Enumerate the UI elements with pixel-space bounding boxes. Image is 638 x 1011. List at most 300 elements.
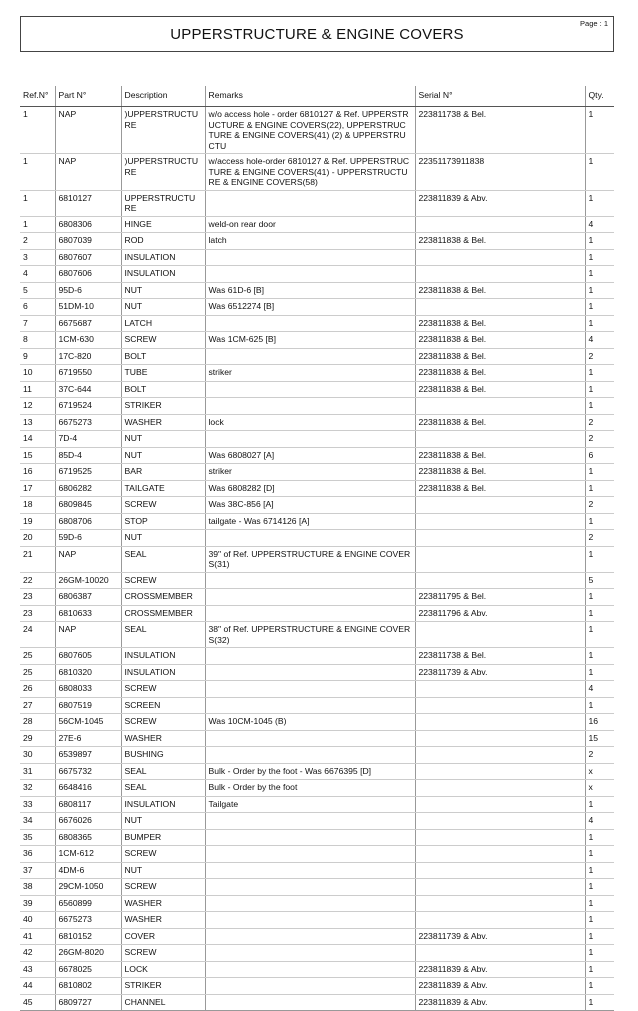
serial-cell: 223811738 & Bel. — [415, 107, 585, 154]
ref-cell: 23 — [20, 589, 55, 606]
qty-cell: 1 — [585, 978, 614, 995]
remarks-cell — [205, 978, 415, 995]
remarks-cell — [205, 928, 415, 945]
table-row — [20, 862, 614, 879]
ref-cell: 1 — [20, 216, 55, 233]
ref-cell: 17 — [20, 480, 55, 497]
description-cell: SEAL — [121, 763, 205, 780]
table-row — [20, 895, 614, 912]
description-cell: BUMPER — [121, 829, 205, 846]
remarks-cell — [205, 813, 415, 830]
qty-cell: 1 — [585, 398, 614, 415]
description-cell: LOCK — [121, 961, 205, 978]
remarks-cell: Bulk - Order by the foot — [205, 780, 415, 797]
table-row — [20, 730, 614, 747]
ref-cell: 41 — [20, 928, 55, 945]
ref-cell: 45 — [20, 994, 55, 1011]
description-cell: SCREW — [121, 714, 205, 731]
serial-cell — [415, 780, 585, 797]
ref-cell: 21 — [20, 546, 55, 572]
part-number-cell: 1CM-612 — [55, 846, 121, 863]
ref-cell: 36 — [20, 846, 55, 863]
part-number-cell: 6810633 — [55, 605, 121, 622]
remarks-cell — [205, 431, 415, 448]
qty-cell: x — [585, 763, 614, 780]
table-header-row — [20, 86, 614, 107]
table-row — [20, 829, 614, 846]
table-row — [20, 813, 614, 830]
serial-cell: 223811739 & Abv. — [415, 664, 585, 681]
qty-cell: 1 — [585, 994, 614, 1011]
qty-cell: 1 — [585, 796, 614, 813]
part-number-cell: 1CM-630 — [55, 332, 121, 349]
remarks-cell — [205, 846, 415, 863]
table-row — [20, 107, 614, 154]
qty-cell: 1 — [585, 829, 614, 846]
col-header-description: Description — [121, 86, 205, 107]
table-row — [20, 190, 614, 216]
ref-cell: 27 — [20, 697, 55, 714]
table-row — [20, 216, 614, 233]
qty-cell: 1 — [585, 895, 614, 912]
serial-cell: 223811795 & Bel. — [415, 589, 585, 606]
table-body — [20, 107, 614, 1011]
ref-cell: 11 — [20, 381, 55, 398]
description-cell: SCREW — [121, 945, 205, 962]
table-row — [20, 299, 614, 316]
table-row — [20, 605, 614, 622]
description-cell: INSULATION — [121, 664, 205, 681]
description-cell: STOP — [121, 513, 205, 530]
qty-cell: 1 — [585, 912, 614, 929]
serial-cell: 223811838 & Bel. — [415, 365, 585, 382]
ref-cell: 6 — [20, 299, 55, 316]
table-row — [20, 414, 614, 431]
description-cell: NUT — [121, 813, 205, 830]
ref-cell: 34 — [20, 813, 55, 830]
serial-cell — [415, 747, 585, 764]
remarks-cell: 38" of Ref. UPPERSTRUCTURE & ENGINE COVERS(32) — [205, 622, 415, 648]
part-number-cell: 6675273 — [55, 414, 121, 431]
remarks-cell — [205, 605, 415, 622]
description-cell: CROSSMEMBER — [121, 589, 205, 606]
remarks-cell: striker — [205, 464, 415, 481]
qty-cell: 4 — [585, 216, 614, 233]
ref-cell: 3 — [20, 249, 55, 266]
ref-cell: 40 — [20, 912, 55, 929]
remarks-cell — [205, 730, 415, 747]
remarks-cell — [205, 945, 415, 962]
part-number-cell: 6807607 — [55, 249, 121, 266]
remarks-cell — [205, 190, 415, 216]
qty-cell: 2 — [585, 530, 614, 547]
part-number-cell: 6808117 — [55, 796, 121, 813]
serial-cell — [415, 546, 585, 572]
serial-cell — [415, 299, 585, 316]
ref-cell: 16 — [20, 464, 55, 481]
serial-cell — [415, 862, 585, 879]
part-number-cell: NAP — [55, 154, 121, 191]
part-number-cell: 6807039 — [55, 233, 121, 250]
description-cell: NUT — [121, 530, 205, 547]
qty-cell: 1 — [585, 664, 614, 681]
qty-cell: 1 — [585, 381, 614, 398]
table-row — [20, 497, 614, 514]
table-row — [20, 348, 614, 365]
table-row — [20, 796, 614, 813]
description-cell: SEAL — [121, 780, 205, 797]
description-cell: WASHER — [121, 895, 205, 912]
serial-cell: 223811838 & Bel. — [415, 464, 585, 481]
table-row — [20, 648, 614, 665]
remarks-cell — [205, 572, 415, 589]
remarks-cell — [205, 249, 415, 266]
description-cell: TUBE — [121, 365, 205, 382]
part-number-cell: 29CM-1050 — [55, 879, 121, 896]
remarks-cell — [205, 589, 415, 606]
description-cell: STRIKER — [121, 398, 205, 415]
description-cell: BOLT — [121, 348, 205, 365]
ref-cell: 28 — [20, 714, 55, 731]
description-cell: INSULATION — [121, 266, 205, 283]
qty-cell: 1 — [585, 862, 614, 879]
part-number-cell: 6810320 — [55, 664, 121, 681]
description-cell: SCREW — [121, 681, 205, 698]
qty-cell: 1 — [585, 365, 614, 382]
part-number-cell: 27E-6 — [55, 730, 121, 747]
document-header — [20, 16, 614, 52]
qty-cell: 16 — [585, 714, 614, 731]
table-row — [20, 961, 614, 978]
table-row — [20, 780, 614, 797]
table-row — [20, 697, 614, 714]
part-number-cell: 6719525 — [55, 464, 121, 481]
remarks-cell: Was 10CM-1045 (B) — [205, 714, 415, 731]
part-number-cell: 6675273 — [55, 912, 121, 929]
ref-cell: 39 — [20, 895, 55, 912]
table-row — [20, 763, 614, 780]
description-cell: )UPPERSTRUCTURE — [121, 154, 205, 191]
qty-cell: 1 — [585, 299, 614, 316]
table-row — [20, 447, 614, 464]
part-number-cell: 6675732 — [55, 763, 121, 780]
part-number-cell: NAP — [55, 107, 121, 154]
serial-cell — [415, 497, 585, 514]
part-number-cell: 6808706 — [55, 513, 121, 530]
serial-cell — [415, 622, 585, 648]
qty-cell: x — [585, 780, 614, 797]
ref-cell: 1 — [20, 107, 55, 154]
remarks-cell: latch — [205, 233, 415, 250]
table-row — [20, 546, 614, 572]
description-cell: TAILGATE — [121, 480, 205, 497]
part-number-cell: 6806387 — [55, 589, 121, 606]
remarks-cell — [205, 648, 415, 665]
remarks-cell — [205, 530, 415, 547]
part-number-cell: NAP — [55, 622, 121, 648]
part-number-cell: 59D-6 — [55, 530, 121, 547]
serial-cell — [415, 945, 585, 962]
part-number-cell: 6808306 — [55, 216, 121, 233]
remarks-cell — [205, 862, 415, 879]
part-number-cell: 6719550 — [55, 365, 121, 382]
part-number-cell: 6807605 — [55, 648, 121, 665]
description-cell: SCREW — [121, 332, 205, 349]
remarks-cell: weld-on rear door — [205, 216, 415, 233]
serial-cell: 223811838 & Bel. — [415, 233, 585, 250]
description-cell: )UPPERSTRUCTURE — [121, 107, 205, 154]
description-cell: WASHER — [121, 414, 205, 431]
ref-cell: 8 — [20, 332, 55, 349]
qty-cell: 1 — [585, 282, 614, 299]
remarks-cell — [205, 398, 415, 415]
description-cell: SEAL — [121, 546, 205, 572]
description-cell: HINGE — [121, 216, 205, 233]
remarks-cell: striker — [205, 365, 415, 382]
col-header-remarks: Remarks — [205, 86, 415, 107]
part-number-cell: 6807519 — [55, 697, 121, 714]
qty-cell: 1 — [585, 697, 614, 714]
serial-cell: 223811839 & Abv. — [415, 190, 585, 216]
qty-cell: 1 — [585, 945, 614, 962]
page-number: Page : 1 — [580, 19, 608, 28]
part-number-cell: 85D-4 — [55, 447, 121, 464]
serial-cell: 223811838 & Bel. — [415, 332, 585, 349]
serial-cell — [415, 249, 585, 266]
qty-cell: 4 — [585, 332, 614, 349]
serial-cell: 223811839 & Abv. — [415, 961, 585, 978]
remarks-cell — [205, 697, 415, 714]
remarks-cell: w/access hole-order 6810127 & Ref. UPPERSTRUCTURE & ENGINE COVERS(41) - UPPERSTRUCTURE & ENGINE COVERS(58) — [205, 154, 415, 191]
description-cell: SCREW — [121, 497, 205, 514]
part-number-cell: 6807606 — [55, 266, 121, 283]
serial-cell — [415, 714, 585, 731]
qty-cell: 15 — [585, 730, 614, 747]
part-number-cell: 6648416 — [55, 780, 121, 797]
remarks-cell — [205, 961, 415, 978]
serial-cell: 223811838 & Bel. — [415, 315, 585, 332]
ref-cell: 43 — [20, 961, 55, 978]
serial-cell: 223811839 & Abv. — [415, 978, 585, 995]
ref-cell: 42 — [20, 945, 55, 962]
ref-cell: 33 — [20, 796, 55, 813]
remarks-cell: lock — [205, 414, 415, 431]
serial-cell: 223811838 & Bel. — [415, 381, 585, 398]
ref-cell: 4 — [20, 266, 55, 283]
description-cell: BOLT — [121, 381, 205, 398]
description-cell: COVER — [121, 928, 205, 945]
serial-cell: 223811738 & Bel. — [415, 648, 585, 665]
ref-cell: 5 — [20, 282, 55, 299]
part-number-cell: 95D-6 — [55, 282, 121, 299]
description-cell: CROSSMEMBER — [121, 605, 205, 622]
part-number-cell: 51DM-10 — [55, 299, 121, 316]
ref-cell: 44 — [20, 978, 55, 995]
serial-cell — [415, 266, 585, 283]
table-row — [20, 994, 614, 1011]
serial-cell — [415, 513, 585, 530]
part-number-cell: 6810802 — [55, 978, 121, 995]
table-row — [20, 664, 614, 681]
description-cell: INSULATION — [121, 249, 205, 266]
remarks-cell: w/o access hole - order 6810127 & Ref. UPPERSTRUCTURE & ENGINE COVERS(22), UPPERSTRUCTURE & ENGINE COVERS(41) (2) & UPPERSTRUCTU — [205, 107, 415, 154]
ref-cell: 10 — [20, 365, 55, 382]
table-row — [20, 846, 614, 863]
description-cell: SCREW — [121, 572, 205, 589]
serial-cell — [415, 813, 585, 830]
remarks-cell: Tailgate — [205, 796, 415, 813]
serial-cell — [415, 530, 585, 547]
serial-cell — [415, 681, 585, 698]
serial-cell — [415, 829, 585, 846]
qty-cell: 1 — [585, 190, 614, 216]
qty-cell: 1 — [585, 546, 614, 572]
description-cell: ROD — [121, 233, 205, 250]
ref-cell: 1 — [20, 190, 55, 216]
description-cell: BUSHING — [121, 747, 205, 764]
col-header-qty: Qty. — [585, 86, 614, 107]
qty-cell: 2 — [585, 747, 614, 764]
remarks-cell: tailgate - Was 6714126 [A] — [205, 513, 415, 530]
table-row — [20, 154, 614, 191]
remarks-cell — [205, 681, 415, 698]
serial-cell: 22351173911838 — [415, 154, 585, 191]
serial-cell — [415, 697, 585, 714]
table-row — [20, 513, 614, 530]
description-cell: UPPERSTRUCTURE — [121, 190, 205, 216]
table-row — [20, 249, 614, 266]
ref-cell: 13 — [20, 414, 55, 431]
remarks-cell — [205, 348, 415, 365]
serial-cell: 223811838 & Bel. — [415, 447, 585, 464]
serial-cell — [415, 216, 585, 233]
description-cell: WASHER — [121, 730, 205, 747]
description-cell: WASHER — [121, 912, 205, 929]
ref-cell: 24 — [20, 622, 55, 648]
serial-cell: 223811838 & Bel. — [415, 282, 585, 299]
qty-cell: 1 — [585, 266, 614, 283]
part-number-cell: 37C-644 — [55, 381, 121, 398]
ref-cell: 37 — [20, 862, 55, 879]
serial-cell: 223811838 & Bel. — [415, 414, 585, 431]
ref-cell: 30 — [20, 747, 55, 764]
part-number-cell: 56CM-1045 — [55, 714, 121, 731]
qty-cell: 1 — [585, 622, 614, 648]
serial-cell: 223811739 & Abv. — [415, 928, 585, 945]
serial-cell: 223811838 & Bel. — [415, 348, 585, 365]
qty-cell: 5 — [585, 572, 614, 589]
remarks-cell — [205, 912, 415, 929]
qty-cell: 1 — [585, 315, 614, 332]
ref-cell: 23 — [20, 605, 55, 622]
col-header-ref: Ref.N° — [20, 86, 55, 107]
remarks-cell — [205, 895, 415, 912]
table-row — [20, 589, 614, 606]
ref-cell: 29 — [20, 730, 55, 747]
ref-cell: 20 — [20, 530, 55, 547]
part-number-cell: 6539897 — [55, 747, 121, 764]
serial-cell: 223811838 & Bel. — [415, 480, 585, 497]
qty-cell: 1 — [585, 961, 614, 978]
qty-cell: 1 — [585, 879, 614, 896]
part-number-cell: 6560899 — [55, 895, 121, 912]
ref-cell: 38 — [20, 879, 55, 896]
qty-cell: 1 — [585, 513, 614, 530]
ref-cell: 26 — [20, 681, 55, 698]
parts-table — [20, 86, 614, 1011]
remarks-cell — [205, 747, 415, 764]
ref-cell: 35 — [20, 829, 55, 846]
ref-cell: 25 — [20, 648, 55, 665]
qty-cell: 1 — [585, 928, 614, 945]
part-number-cell: 6809845 — [55, 497, 121, 514]
qty-cell: 4 — [585, 813, 614, 830]
part-number-cell: 6719524 — [55, 398, 121, 415]
col-header-serial: Serial N° — [415, 86, 585, 107]
qty-cell: 2 — [585, 497, 614, 514]
serial-cell — [415, 763, 585, 780]
table-row — [20, 315, 614, 332]
ref-cell: 14 — [20, 431, 55, 448]
remarks-cell — [205, 266, 415, 283]
serial-cell — [415, 912, 585, 929]
remarks-cell — [205, 829, 415, 846]
table-row — [20, 464, 614, 481]
serial-cell — [415, 730, 585, 747]
description-cell: CHANNEL — [121, 994, 205, 1011]
description-cell: NUT — [121, 299, 205, 316]
qty-cell: 1 — [585, 589, 614, 606]
ref-cell: 32 — [20, 780, 55, 797]
serial-cell — [415, 879, 585, 896]
description-cell: BAR — [121, 464, 205, 481]
qty-cell: 1 — [585, 107, 614, 154]
ref-cell: 22 — [20, 572, 55, 589]
serial-cell — [415, 572, 585, 589]
ref-cell: 31 — [20, 763, 55, 780]
table-row — [20, 332, 614, 349]
part-number-cell: 6806282 — [55, 480, 121, 497]
remarks-cell: Was 6808027 [A] — [205, 447, 415, 464]
serial-cell — [415, 431, 585, 448]
serial-cell: 223811796 & Abv. — [415, 605, 585, 622]
ref-cell: 19 — [20, 513, 55, 530]
part-number-cell: 4DM-6 — [55, 862, 121, 879]
description-cell: SEAL — [121, 622, 205, 648]
table-row — [20, 530, 614, 547]
part-number-cell: 26GM-8020 — [55, 945, 121, 962]
table-row — [20, 747, 614, 764]
part-number-cell: 26GM-10020 — [55, 572, 121, 589]
description-cell: NUT — [121, 282, 205, 299]
qty-cell: 4 — [585, 681, 614, 698]
part-number-cell: 6809727 — [55, 994, 121, 1011]
table-row — [20, 431, 614, 448]
description-cell: STRIKER — [121, 978, 205, 995]
table-row — [20, 381, 614, 398]
part-number-cell: 6675687 — [55, 315, 121, 332]
ref-cell: 2 — [20, 233, 55, 250]
remarks-cell: 39" of Ref. UPPERSTRUCTURE & ENGINE COVERS(31) — [205, 546, 415, 572]
ref-cell: 1 — [20, 154, 55, 191]
qty-cell: 1 — [585, 648, 614, 665]
qty-cell: 6 — [585, 447, 614, 464]
ref-cell: 9 — [20, 348, 55, 365]
table-row — [20, 912, 614, 929]
part-number-cell: 6678025 — [55, 961, 121, 978]
description-cell: INSULATION — [121, 648, 205, 665]
part-number-cell: 6676026 — [55, 813, 121, 830]
